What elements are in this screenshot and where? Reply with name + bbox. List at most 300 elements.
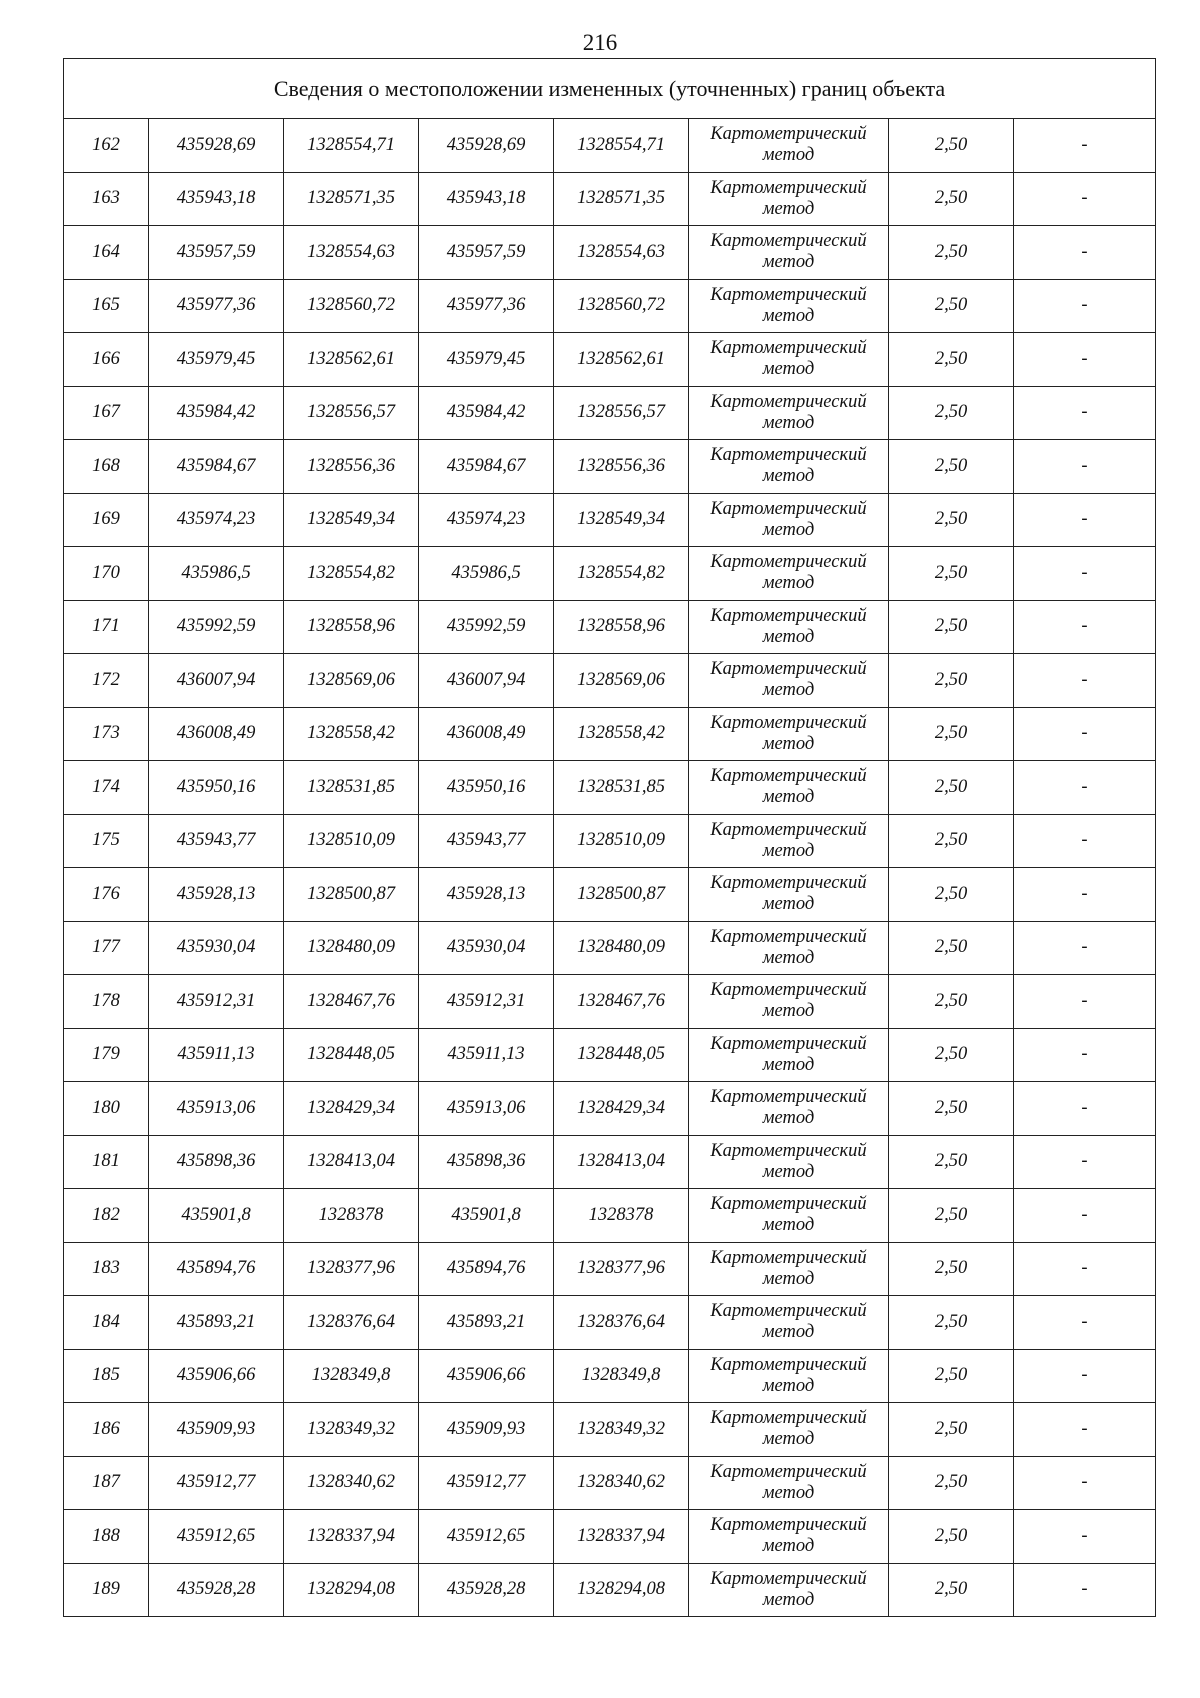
y-existing-cell: 1328378 <box>284 1189 419 1243</box>
point-number-cell: 176 <box>64 868 149 922</box>
method-line-2: метод <box>762 1161 815 1182</box>
method-cell <box>689 707 889 761</box>
point-number-cell: 189 <box>64 1563 149 1617</box>
method-cell <box>689 333 889 387</box>
table-row <box>64 547 1156 601</box>
note-cell: - <box>1014 493 1156 547</box>
method-line-2: метод <box>762 359 815 380</box>
y-existing-cell: 1328560,72 <box>284 279 419 333</box>
method-line-2: метод <box>762 198 815 219</box>
note-cell: - <box>1014 333 1156 387</box>
x-existing-cell: 435986,5 <box>149 547 284 601</box>
table-row <box>64 761 1156 815</box>
y-refined-cell: 1328467,76 <box>554 975 689 1029</box>
y-existing-cell: 1328569,06 <box>284 654 419 708</box>
method-cell <box>689 975 889 1029</box>
method-cell <box>689 1135 889 1189</box>
x-refined-cell: 435911,13 <box>419 1028 554 1082</box>
method-line-2: метод <box>762 1322 815 1343</box>
method-cell <box>689 1028 889 1082</box>
y-refined-cell: 1328337,94 <box>554 1510 689 1564</box>
y-existing-cell: 1328467,76 <box>284 975 419 1029</box>
method-line-1: Картометрический <box>710 1301 867 1322</box>
method-cell <box>689 921 889 975</box>
table-row <box>64 921 1156 975</box>
y-refined-cell: 1328378 <box>554 1189 689 1243</box>
precision-cell: 2,50 <box>889 1135 1014 1189</box>
method-cell <box>689 1403 889 1457</box>
y-existing-cell: 1328554,71 <box>284 119 419 173</box>
precision-cell: 2,50 <box>889 440 1014 494</box>
table-title: Сведения о местоположении измененных (уточненных) границ объекта <box>64 59 1156 119</box>
table-row <box>64 868 1156 922</box>
y-existing-cell: 1328376,64 <box>284 1296 419 1350</box>
point-number-cell: 183 <box>64 1242 149 1296</box>
method-cell <box>689 547 889 601</box>
method-line-2: метод <box>762 1482 815 1503</box>
point-number-cell: 175 <box>64 814 149 868</box>
y-refined-cell: 1328558,96 <box>554 600 689 654</box>
y-existing-cell: 1328377,96 <box>284 1242 419 1296</box>
method-line-1: Картометрический <box>710 284 867 305</box>
note-cell: - <box>1014 386 1156 440</box>
y-refined-cell: 1328556,57 <box>554 386 689 440</box>
x-existing-cell: 435974,23 <box>149 493 284 547</box>
y-refined-cell: 1328571,35 <box>554 172 689 226</box>
note-cell: - <box>1014 1456 1156 1510</box>
precision-cell: 2,50 <box>889 600 1014 654</box>
method-line-1: Картометрический <box>710 819 867 840</box>
x-refined-cell: 435974,23 <box>419 493 554 547</box>
y-existing-cell: 1328556,36 <box>284 440 419 494</box>
table-row <box>64 1135 1156 1189</box>
y-refined-cell: 1328554,82 <box>554 547 689 601</box>
x-existing-cell: 435930,04 <box>149 921 284 975</box>
note-cell: - <box>1014 654 1156 708</box>
precision-cell: 2,50 <box>889 921 1014 975</box>
x-refined-cell: 435912,77 <box>419 1456 554 1510</box>
y-existing-cell: 1328510,09 <box>284 814 419 868</box>
precision-cell: 2,50 <box>889 1456 1014 1510</box>
method-cell <box>689 654 889 708</box>
note-cell: - <box>1014 1403 1156 1457</box>
precision-cell: 2,50 <box>889 1563 1014 1617</box>
point-number-cell: 188 <box>64 1510 149 1564</box>
method-line-1: Картометрический <box>710 1408 867 1429</box>
x-refined-cell: 435950,16 <box>419 761 554 815</box>
y-refined-cell: 1328531,85 <box>554 761 689 815</box>
note-cell: - <box>1014 921 1156 975</box>
y-existing-cell: 1328349,32 <box>284 1403 419 1457</box>
precision-cell: 2,50 <box>889 386 1014 440</box>
note-cell: - <box>1014 1296 1156 1350</box>
method-line-1: Картометрический <box>710 1194 867 1215</box>
method-line-2: метод <box>762 1054 815 1075</box>
point-number-cell: 165 <box>64 279 149 333</box>
method-cell <box>689 440 889 494</box>
note-cell: - <box>1014 279 1156 333</box>
precision-cell: 2,50 <box>889 119 1014 173</box>
table-row <box>64 975 1156 1029</box>
y-refined-cell: 1328349,8 <box>554 1349 689 1403</box>
table-row <box>64 279 1156 333</box>
table-row <box>64 1189 1156 1243</box>
y-refined-cell: 1328340,62 <box>554 1456 689 1510</box>
x-existing-cell: 435957,59 <box>149 226 284 280</box>
x-refined-cell: 435909,93 <box>419 1403 554 1457</box>
point-number-cell: 184 <box>64 1296 149 1350</box>
method-cell <box>689 1082 889 1136</box>
method-line-1: Картометрический <box>710 980 867 1001</box>
point-number-cell: 166 <box>64 333 149 387</box>
y-refined-cell: 1328349,32 <box>554 1403 689 1457</box>
method-line-2: метод <box>762 573 815 594</box>
table-row <box>64 172 1156 226</box>
method-line-1: Картометрический <box>710 1087 867 1108</box>
precision-cell: 2,50 <box>889 333 1014 387</box>
x-existing-cell: 435979,45 <box>149 333 284 387</box>
x-existing-cell: 435984,42 <box>149 386 284 440</box>
table-row <box>64 386 1156 440</box>
method-line-2: метод <box>762 1589 815 1610</box>
note-cell: - <box>1014 226 1156 280</box>
y-existing-cell: 1328448,05 <box>284 1028 419 1082</box>
y-refined-cell: 1328480,09 <box>554 921 689 975</box>
x-refined-cell: 435906,66 <box>419 1349 554 1403</box>
y-existing-cell: 1328480,09 <box>284 921 419 975</box>
point-number-cell: 185 <box>64 1349 149 1403</box>
point-number-cell: 168 <box>64 440 149 494</box>
point-number-cell: 178 <box>64 975 149 1029</box>
method-line-2: метод <box>762 1108 815 1129</box>
x-refined-cell: 435928,28 <box>419 1563 554 1617</box>
method-line-2: метод <box>762 680 815 701</box>
method-line-1: Картометрический <box>710 445 867 466</box>
x-refined-cell: 435992,59 <box>419 600 554 654</box>
precision-cell: 2,50 <box>889 1189 1014 1243</box>
point-number-cell: 162 <box>64 119 149 173</box>
precision-cell: 2,50 <box>889 654 1014 708</box>
y-existing-cell: 1328558,96 <box>284 600 419 654</box>
method-line-2: метод <box>762 145 815 166</box>
table-row <box>64 440 1156 494</box>
x-refined-cell: 435977,36 <box>419 279 554 333</box>
y-existing-cell: 1328294,08 <box>284 1563 419 1617</box>
table-row <box>64 1563 1156 1617</box>
note-cell: - <box>1014 547 1156 601</box>
note-cell: - <box>1014 1563 1156 1617</box>
table-body <box>64 119 1156 1617</box>
method-cell <box>689 493 889 547</box>
method-line-1: Картометрический <box>710 231 867 252</box>
y-refined-cell: 1328560,72 <box>554 279 689 333</box>
y-existing-cell: 1328337,94 <box>284 1510 419 1564</box>
table-row <box>64 1510 1156 1564</box>
method-line-1: Картометрический <box>710 766 867 787</box>
x-refined-cell: 435943,77 <box>419 814 554 868</box>
y-refined-cell: 1328554,71 <box>554 119 689 173</box>
table-row <box>64 1028 1156 1082</box>
x-existing-cell: 435912,77 <box>149 1456 284 1510</box>
y-refined-cell: 1328562,61 <box>554 333 689 387</box>
y-existing-cell: 1328549,34 <box>284 493 419 547</box>
x-existing-cell: 435992,59 <box>149 600 284 654</box>
point-number-cell: 186 <box>64 1403 149 1457</box>
method-line-2: метод <box>762 466 815 487</box>
method-cell <box>689 1242 889 1296</box>
point-number-cell: 172 <box>64 654 149 708</box>
method-line-1: Картометрический <box>710 338 867 359</box>
x-existing-cell: 435912,65 <box>149 1510 284 1564</box>
point-number-cell: 171 <box>64 600 149 654</box>
x-refined-cell: 435986,5 <box>419 547 554 601</box>
point-number-cell: 181 <box>64 1135 149 1189</box>
note-cell: - <box>1014 119 1156 173</box>
y-existing-cell: 1328558,42 <box>284 707 419 761</box>
method-line-1: Картометрический <box>710 873 867 894</box>
method-line-1: Картометрический <box>710 712 867 733</box>
method-line-1: Картометрический <box>710 552 867 573</box>
x-refined-cell: 435943,18 <box>419 172 554 226</box>
x-existing-cell: 436007,94 <box>149 654 284 708</box>
point-number-cell: 179 <box>64 1028 149 1082</box>
point-number-cell: 177 <box>64 921 149 975</box>
precision-cell: 2,50 <box>889 814 1014 868</box>
y-existing-cell: 1328554,82 <box>284 547 419 601</box>
method-cell <box>689 119 889 173</box>
precision-cell: 2,50 <box>889 868 1014 922</box>
y-existing-cell: 1328349,8 <box>284 1349 419 1403</box>
method-line-1: Картометрический <box>710 177 867 198</box>
x-refined-cell: 435893,21 <box>419 1296 554 1350</box>
x-existing-cell: 435906,66 <box>149 1349 284 1403</box>
method-cell <box>689 1563 889 1617</box>
method-line-2: метод <box>762 305 815 326</box>
point-number-cell: 174 <box>64 761 149 815</box>
x-existing-cell: 435984,67 <box>149 440 284 494</box>
method-cell <box>689 279 889 333</box>
y-refined-cell: 1328556,36 <box>554 440 689 494</box>
method-line-1: Картометрический <box>710 605 867 626</box>
method-cell <box>689 1296 889 1350</box>
x-refined-cell: 435979,45 <box>419 333 554 387</box>
x-existing-cell: 435911,13 <box>149 1028 284 1082</box>
method-line-1: Картометрический <box>710 659 867 680</box>
y-refined-cell: 1328413,04 <box>554 1135 689 1189</box>
table-row <box>64 600 1156 654</box>
point-number-cell: 180 <box>64 1082 149 1136</box>
note-cell: - <box>1014 1189 1156 1243</box>
method-line-2: метод <box>762 1001 815 1022</box>
table-row <box>64 707 1156 761</box>
method-line-1: Картометрический <box>710 1140 867 1161</box>
x-refined-cell: 435984,67 <box>419 440 554 494</box>
y-existing-cell: 1328340,62 <box>284 1456 419 1510</box>
x-existing-cell: 435943,18 <box>149 172 284 226</box>
point-number-cell: 173 <box>64 707 149 761</box>
table-row <box>64 1082 1156 1136</box>
note-cell: - <box>1014 440 1156 494</box>
note-cell: - <box>1014 814 1156 868</box>
precision-cell: 2,50 <box>889 1242 1014 1296</box>
method-line-1: Картометрический <box>710 391 867 412</box>
precision-cell: 2,50 <box>889 172 1014 226</box>
x-existing-cell: 435943,77 <box>149 814 284 868</box>
note-cell: - <box>1014 707 1156 761</box>
precision-cell: 2,50 <box>889 279 1014 333</box>
method-line-2: метод <box>762 626 815 647</box>
method-line-2: метод <box>762 840 815 861</box>
y-existing-cell: 1328562,61 <box>284 333 419 387</box>
method-cell <box>689 814 889 868</box>
precision-cell: 2,50 <box>889 226 1014 280</box>
method-cell <box>689 761 889 815</box>
method-line-1: Картометрический <box>710 1515 867 1536</box>
x-existing-cell: 435898,36 <box>149 1135 284 1189</box>
precision-cell: 2,50 <box>889 1028 1014 1082</box>
point-number-cell: 170 <box>64 547 149 601</box>
method-line-1: Картометрический <box>710 124 867 145</box>
method-line-1: Картометрический <box>710 1033 867 1054</box>
note-cell: - <box>1014 1242 1156 1296</box>
x-existing-cell: 435909,93 <box>149 1403 284 1457</box>
y-refined-cell: 1328549,34 <box>554 493 689 547</box>
table-row <box>64 493 1156 547</box>
point-number-cell: 167 <box>64 386 149 440</box>
method-line-2: метод <box>762 1375 815 1396</box>
y-existing-cell: 1328554,63 <box>284 226 419 280</box>
precision-cell: 2,50 <box>889 547 1014 601</box>
x-refined-cell: 435894,76 <box>419 1242 554 1296</box>
x-existing-cell: 435928,28 <box>149 1563 284 1617</box>
x-refined-cell: 435984,42 <box>419 386 554 440</box>
x-existing-cell: 435928,13 <box>149 868 284 922</box>
x-refined-cell: 436008,49 <box>419 707 554 761</box>
point-number-cell: 164 <box>64 226 149 280</box>
x-existing-cell: 435893,21 <box>149 1296 284 1350</box>
note-cell: - <box>1014 1082 1156 1136</box>
y-refined-cell: 1328554,63 <box>554 226 689 280</box>
table-row <box>64 1242 1156 1296</box>
method-line-2: метод <box>762 733 815 754</box>
point-number-cell: 163 <box>64 172 149 226</box>
precision-cell: 2,50 <box>889 1082 1014 1136</box>
table-row <box>64 654 1156 708</box>
precision-cell: 2,50 <box>889 493 1014 547</box>
y-existing-cell: 1328531,85 <box>284 761 419 815</box>
x-refined-cell: 435898,36 <box>419 1135 554 1189</box>
note-cell: - <box>1014 1135 1156 1189</box>
y-existing-cell: 1328556,57 <box>284 386 419 440</box>
x-existing-cell: 435901,8 <box>149 1189 284 1243</box>
y-refined-cell: 1328294,08 <box>554 1563 689 1617</box>
method-cell <box>689 172 889 226</box>
x-refined-cell: 435928,13 <box>419 868 554 922</box>
note-cell: - <box>1014 1349 1156 1403</box>
note-cell: - <box>1014 1028 1156 1082</box>
method-line-2: метод <box>762 519 815 540</box>
method-line-2: метод <box>762 1215 815 1236</box>
precision-cell: 2,50 <box>889 761 1014 815</box>
y-refined-cell: 1328448,05 <box>554 1028 689 1082</box>
method-line-1: Картометрический <box>710 926 867 947</box>
page-number: 216 <box>582 30 618 55</box>
point-number-cell: 187 <box>64 1456 149 1510</box>
x-refined-cell: 435928,69 <box>419 119 554 173</box>
note-cell: - <box>1014 975 1156 1029</box>
note-cell: - <box>1014 868 1156 922</box>
y-refined-cell: 1328569,06 <box>554 654 689 708</box>
boundary-coordinates-table <box>63 58 1156 1617</box>
method-line-2: метод <box>762 252 815 273</box>
x-existing-cell: 435912,31 <box>149 975 284 1029</box>
note-cell: - <box>1014 600 1156 654</box>
note-cell: - <box>1014 761 1156 815</box>
method-line-2: метод <box>762 412 815 433</box>
method-line-1: Картометрический <box>710 1354 867 1375</box>
y-existing-cell: 1328500,87 <box>284 868 419 922</box>
y-refined-cell: 1328510,09 <box>554 814 689 868</box>
y-existing-cell: 1328571,35 <box>284 172 419 226</box>
x-refined-cell: 435901,8 <box>419 1189 554 1243</box>
method-cell <box>689 600 889 654</box>
x-refined-cell: 435913,06 <box>419 1082 554 1136</box>
x-refined-cell: 436007,94 <box>419 654 554 708</box>
x-existing-cell: 435977,36 <box>149 279 284 333</box>
x-refined-cell: 435912,65 <box>419 1510 554 1564</box>
method-cell <box>689 1456 889 1510</box>
table-row <box>64 333 1156 387</box>
table-row <box>64 1349 1156 1403</box>
method-line-2: метод <box>762 1429 815 1450</box>
note-cell: - <box>1014 1510 1156 1564</box>
y-refined-cell: 1328500,87 <box>554 868 689 922</box>
method-cell <box>689 1349 889 1403</box>
y-refined-cell: 1328377,96 <box>554 1242 689 1296</box>
x-existing-cell: 435928,69 <box>149 119 284 173</box>
precision-cell: 2,50 <box>889 707 1014 761</box>
y-refined-cell: 1328376,64 <box>554 1296 689 1350</box>
table-row <box>64 226 1156 280</box>
x-existing-cell: 435913,06 <box>149 1082 284 1136</box>
x-refined-cell: 435930,04 <box>419 921 554 975</box>
method-line-2: метод <box>762 1268 815 1289</box>
point-number-cell: 182 <box>64 1189 149 1243</box>
table-row <box>64 1403 1156 1457</box>
method-cell <box>689 386 889 440</box>
x-existing-cell: 436008,49 <box>149 707 284 761</box>
method-line-2: метод <box>762 1536 815 1557</box>
precision-cell: 2,50 <box>889 1349 1014 1403</box>
x-existing-cell: 435950,16 <box>149 761 284 815</box>
method-line-1: Картометрический <box>710 1568 867 1589</box>
x-refined-cell: 435957,59 <box>419 226 554 280</box>
table-row <box>64 814 1156 868</box>
method-cell <box>689 868 889 922</box>
x-refined-cell: 435912,31 <box>419 975 554 1029</box>
point-number-cell: 169 <box>64 493 149 547</box>
method-line-1: Картометрический <box>710 1461 867 1482</box>
precision-cell: 2,50 <box>889 1403 1014 1457</box>
method-cell <box>689 1189 889 1243</box>
x-existing-cell: 435894,76 <box>149 1242 284 1296</box>
method-line-2: метод <box>762 894 815 915</box>
method-line-2: метод <box>762 947 815 968</box>
method-cell <box>689 1510 889 1564</box>
y-existing-cell: 1328413,04 <box>284 1135 419 1189</box>
table-row <box>64 1296 1156 1350</box>
precision-cell: 2,50 <box>889 975 1014 1029</box>
